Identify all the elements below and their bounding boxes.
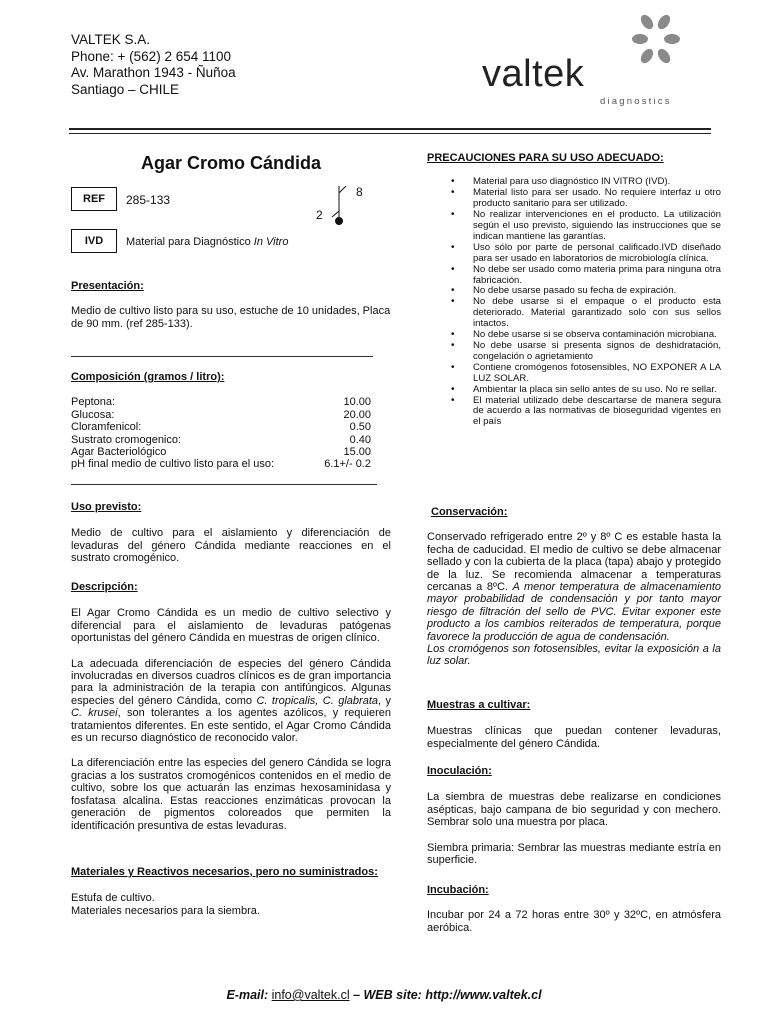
composicion-row	[71, 421, 371, 433]
ref-value: 285-133	[126, 193, 171, 207]
precaucion-item: • No debe usarse si se observa contaminación microbiana.	[449, 330, 721, 341]
descripcion-section	[71, 581, 391, 845]
ivd-text-plain: Material para Diagnóstico	[126, 236, 254, 248]
precaucion-item: • No realizar intervenciones en el producto. La utilización según el uso previsto, siguiendo las instrucciones que se indican mantiene las garantías.	[449, 210, 721, 243]
precaucion-item: • No debe usarse pasado su fecha de expiración.	[449, 286, 721, 297]
inoculacion-p1: La siembra de muestras debe realizarse en condiciones asépticas, bajo campana de bio seguridad y con mechero. Sembrar solo una muestra por placa.	[427, 791, 721, 829]
conservacion-italic: A menor temperatura de almacenamiento mayor probabilidad de condensación y por tanto mayor riesgo de filtración del sello de PVC. Evitar exponer este producto a los cambios reiterados de temperatura, porque favorece la producción de agua de condensación.	[427, 581, 721, 643]
incubacion-text: Incubar por 24 a 72 horas entre 30º y 32ºC, en atmósfera aeróbica.	[427, 909, 721, 934]
precauciones-heading: PRECAUCIONES PARA SU USO ADECUADO:	[427, 152, 664, 164]
inoculacion-p2: Siembra primaria: Sembrar las muestras mediante estría en superficie.	[427, 841, 721, 867]
presentacion-section	[71, 280, 391, 330]
uso-heading: Uso previsto:	[71, 501, 142, 513]
comp-name: Sustrato cromogenico:	[71, 433, 182, 446]
separator-line	[71, 356, 373, 357]
precaucion-item: • Contiene cromógenos fotosensibles, NO EXPONER A LA LUZ SOLAR.	[449, 363, 721, 385]
muestras-section	[427, 699, 721, 750]
uso-section	[71, 501, 391, 565]
precaucion-item: • El material utilizado debe descartarse de manera segura de acuerdo a las normativas de bioseguridad vigentes en el país	[449, 396, 721, 429]
header-divider-thin	[69, 133, 711, 134]
comp-value: 0.40	[349, 433, 371, 446]
footer	[0, 988, 768, 1002]
materiales-line2: Materiales necesarios para la siembra.	[71, 904, 260, 917]
valtek-logo-icon	[630, 12, 690, 72]
comp-name: Cloramfenicol:	[71, 421, 142, 434]
muestras-heading: Muestras a cultivar:	[427, 699, 531, 711]
precaucion-item: • Material para uso diagnóstico IN VITRO (IVD).	[449, 177, 721, 188]
footer-email-label: E-mail:	[226, 988, 272, 1002]
materiales-heading: Materiales y Reactivos necesarios, pero no suministrados:	[71, 866, 378, 878]
precauciones-list	[449, 177, 721, 428]
desc-text: , y	[378, 694, 391, 707]
materiales-line1: Estufa de cultivo.	[71, 892, 155, 905]
descripcion-heading: Descripción:	[71, 581, 138, 593]
company-phone: Phone: + (562) 2 654 1100	[71, 48, 232, 64]
comp-value: 0.50	[349, 421, 371, 434]
precaucion-item: • No debe ser usado como materia prima para ninguna otra fabricación.	[449, 265, 721, 287]
descripcion-p3: La diferenciación entre las especies del genero Cándida se logra gracias a los sustratos cromogénicos contenidos en el medio de cultivo, sobre los que actuarán las enzimas hexosaminidasa y fosfatasa alcalina. Estas reacciones enzimáticas provocan la generación de pigmentos coloreados que permiten la identificación presuntiva de estas levaduras.	[71, 757, 391, 832]
temp-low: 2	[316, 208, 323, 222]
desc-species: C. krusei	[71, 707, 118, 720]
logo-subtitle: diagnostics	[600, 96, 672, 107]
conservacion-plain: Conservado refrigerado entre 2º y 8º C es estable hasta la fecha de caducidad. El medio de cultivo se debe almacenar sellado y con la cubierta de la placa (tapa) abajo y protegido de la luz. Se recomienda almacenar a temperaturas cercanas a 8ºC.	[427, 531, 721, 594]
header-divider	[69, 128, 711, 130]
conservacion-text	[427, 531, 721, 667]
ref-label-box: REF	[71, 187, 117, 211]
composicion-section	[71, 371, 371, 471]
inoculacion-heading: Inoculación:	[427, 765, 492, 777]
company-info	[71, 32, 236, 98]
precaucion-item: • Uso sólo por parte de personal calificado.IVD diseñado para ser usado en laboratorios de microbiología clínica.	[449, 243, 721, 265]
desc-text: , son tolerantes a los agentes azólicos, y requieren tratamientos diferentes. En este sentido, el Agar Cromo Cándida es un recurso diagnóstico de reconocido valor.	[71, 707, 391, 745]
inoculacion-section	[427, 765, 721, 879]
composicion-row	[71, 446, 371, 458]
precauciones-section	[427, 152, 721, 428]
composicion-heading: Composición (gramos / litro):	[71, 371, 225, 383]
logo-wordmark: valtek	[482, 53, 585, 95]
composicion-row	[71, 434, 371, 446]
presentacion-heading: Presentación:	[71, 280, 144, 292]
precaucion-item: • Material listo para ser usado. No requiere interfaz u otro producto sanitario para ser utilizado.	[449, 188, 721, 210]
descripcion-p1: El Agar Cromo Cándida es un medio de cultivo selectivo y diferencial para el aislamiento de levaduras patógenas oportunistas del género Cándida en muestras de origen clínico.	[71, 607, 391, 645]
incubacion-heading: Incubación:	[427, 884, 489, 896]
ivd-label-box: IVD	[71, 229, 117, 253]
composicion-row	[71, 396, 371, 408]
comp-name: Peptona:	[71, 396, 116, 409]
conservacion-heading: Conservación:	[431, 506, 508, 518]
product-title: Agar Cromo Cándida	[140, 153, 322, 173]
composicion-row	[71, 409, 371, 421]
separator-line	[71, 484, 377, 485]
company-city: Santiago – CHILE	[71, 81, 180, 97]
composicion-table	[71, 396, 371, 470]
comp-value: 15.00	[343, 446, 371, 459]
conservacion-section	[427, 506, 721, 668]
precaucion-item: • No debe usarse si el empaque o el producto esta deteriorado. Material garantizado solo con sus sellos intactos.	[449, 297, 721, 330]
footer-web[interactable]: – WEB site: http://www.valtek.cl	[349, 988, 542, 1002]
desc-species: C. tropicalis, C. glabrata	[256, 694, 378, 707]
company-name: VALTEK S.A.	[71, 32, 151, 47]
comp-name: Glucosa:	[71, 408, 115, 421]
incubacion-section	[427, 884, 721, 934]
materiales-section	[71, 866, 391, 917]
precaucion-item: • No debe usarse si presenta signos de deshidratación, congelación o agrietamiento	[449, 341, 721, 363]
muestras-text: Muestras clínicas que puedan contener levaduras, especialmente del género Cándida.	[427, 725, 721, 750]
comp-name: Agar Bacteriológico	[71, 446, 167, 459]
comp-value: 10.00	[343, 396, 371, 409]
uso-text: Medio de cultivo para el aislamiento y diferenciación de levaduras del género Cándida mediante reacciones en el sustrato cromogénico.	[71, 527, 391, 565]
company-address: Av. Marathon 1943 - Ñuñoa	[71, 65, 236, 80]
descripcion-p2	[71, 658, 391, 745]
ivd-text	[126, 236, 288, 248]
comp-value: 6.1+/- 0.2	[324, 458, 371, 471]
footer-email-link[interactable]: info@valtek.cl	[271, 988, 350, 1002]
conservacion-italic: Los cromógenos son fotosensibles, evitar la exposición a la luz solar.	[427, 643, 721, 668]
comp-name: pH final medio de cultivo listo para el uso:	[71, 458, 274, 471]
ivd-text-italic: In Vitro	[253, 236, 289, 248]
temp-high: 8	[356, 185, 363, 199]
composicion-row	[71, 458, 371, 470]
comp-value: 20.00	[343, 408, 371, 421]
presentacion-text: Medio de cultivo listo para su uso, estuche de 10 unidades, Placa de 90 mm. (ref 285-133).	[71, 305, 391, 330]
precaucion-item: • Ambientar la placa sin sello antes de su uso. No re sellar.	[449, 385, 721, 396]
desc-text: La adecuada diferenciación de especies del género Cándida involucradas en diversos cuadros clínicos es de gran importancia para la administración de la terapia con antifúngicos. Algunas especies del género Cándida, como	[71, 657, 391, 707]
